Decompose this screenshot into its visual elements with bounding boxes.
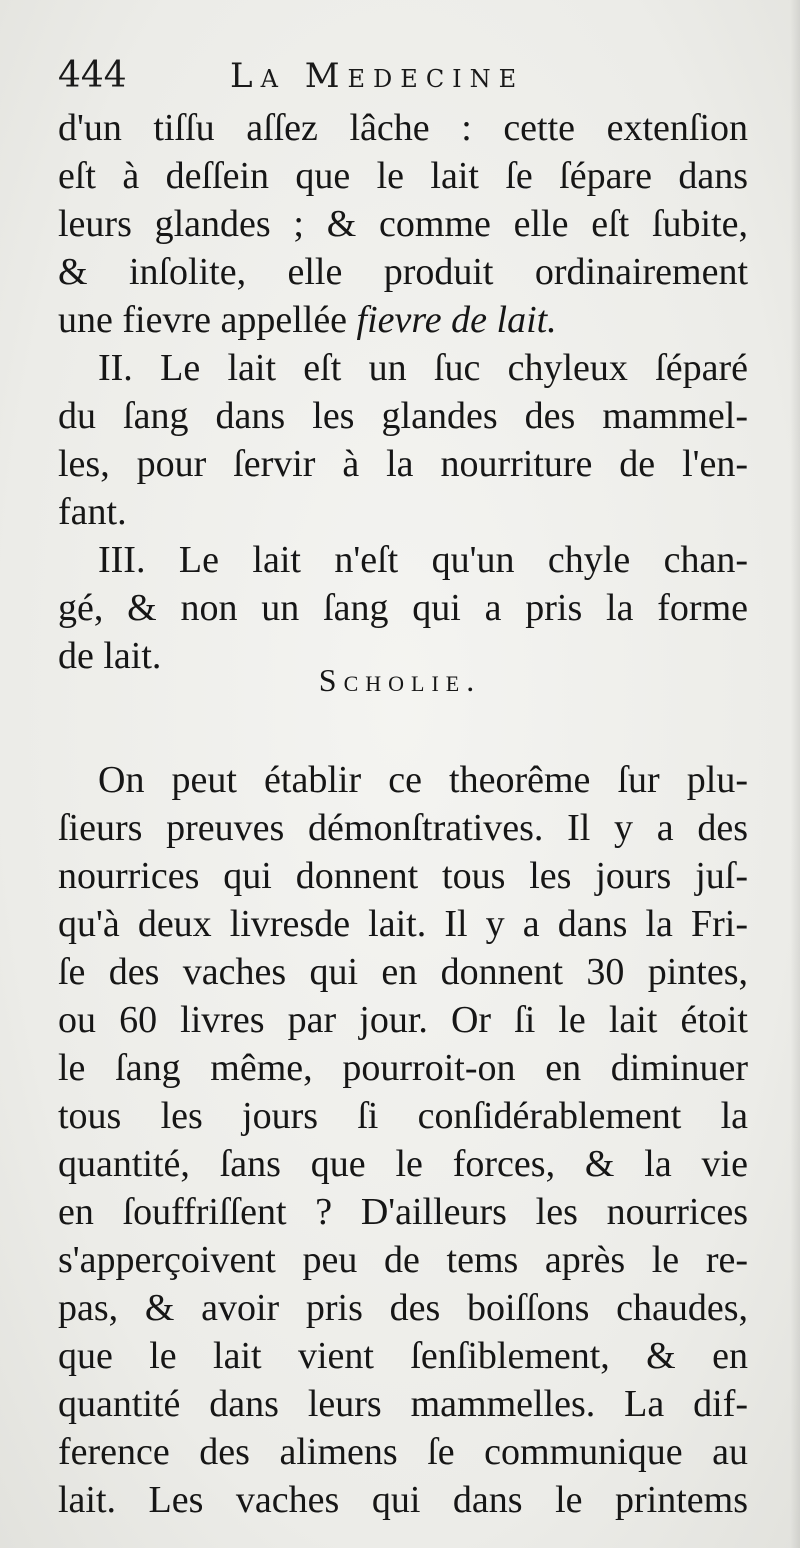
- text-line: les, pour ſervir à la nourriture de l'en-: [58, 443, 748, 485]
- text-line: tous les jours ſi conſidérablement la: [58, 1095, 748, 1137]
- text-line: quantité, ſans que le forces, & la vie: [58, 1143, 748, 1185]
- page-header: [58, 50, 748, 100]
- text-line: nourrices qui donnent tous les jours juſ-: [58, 855, 748, 897]
- text-line: & inſolite, elle produit ordinairement: [58, 251, 748, 293]
- text-line: en ſouffriſſent ? D'ailleurs les nourrices: [58, 1191, 748, 1233]
- page-edge-shadow: [790, 0, 800, 1548]
- text-line: lait. Les vaches qui dans le printems: [58, 1479, 748, 1521]
- text-line: qu'à deux livresde lait. Il y a dans la Fri-: [58, 903, 748, 945]
- text-span: une fievre appellée: [58, 299, 357, 341]
- text-line: eſt à deſſein que le lait ſe ſépare dans: [58, 155, 748, 197]
- text-line: quantité dans leurs mammelles. La dif-: [58, 1383, 748, 1425]
- italic-term: fievre de lait.: [356, 299, 557, 341]
- section-heading: Scholie.: [318, 662, 482, 698]
- paragraph-ii: [58, 344, 748, 536]
- running-head: La Medecine: [230, 56, 525, 96]
- text-line: gé, & non un ſang qui a pris la forme: [58, 587, 748, 629]
- text-line: [58, 296, 748, 344]
- text-line: leurs glandes ; & comme elle eſt ſubite,: [58, 203, 748, 245]
- text-line: ou 60 livres par jour. Or ſi le lait étoit: [58, 999, 748, 1041]
- text-line: d'un tiſſu aſſez lâche : cette extenſion: [58, 107, 748, 149]
- text-line: que le lait vient ſenſiblement, & en: [58, 1335, 748, 1377]
- text-line: III. Le lait n'eſt qu'un chyle chan-: [98, 539, 748, 581]
- text-line: pas, & avoir pris des boiſſons chaudes,: [58, 1287, 748, 1329]
- text-line: du ſang dans les glandes des mammel-: [58, 395, 748, 437]
- text-line: ſieurs preuves démonſtratives. Il y a des: [58, 807, 748, 849]
- text-line: ſe des vaches qui en donnent 30 pintes,: [58, 951, 748, 993]
- page-number: 444: [58, 55, 127, 96]
- text-line: On peut établir ce theorême ſur plu-: [98, 759, 748, 801]
- text-line: II. Le lait eſt un ſuc chyleux ſéparé: [98, 347, 748, 389]
- text-line: fant.: [58, 491, 127, 533]
- text-line: s'apperçoivent peu de tems après le re-: [58, 1239, 748, 1281]
- text-line: de lait.: [58, 635, 162, 677]
- text-line: ference des alimens ſe communique au: [58, 1431, 748, 1473]
- scholie-paragraph: [58, 756, 748, 1524]
- paragraph-continuation: [58, 104, 748, 344]
- text-line: le ſang même, pourroit-on en diminuer: [58, 1047, 748, 1089]
